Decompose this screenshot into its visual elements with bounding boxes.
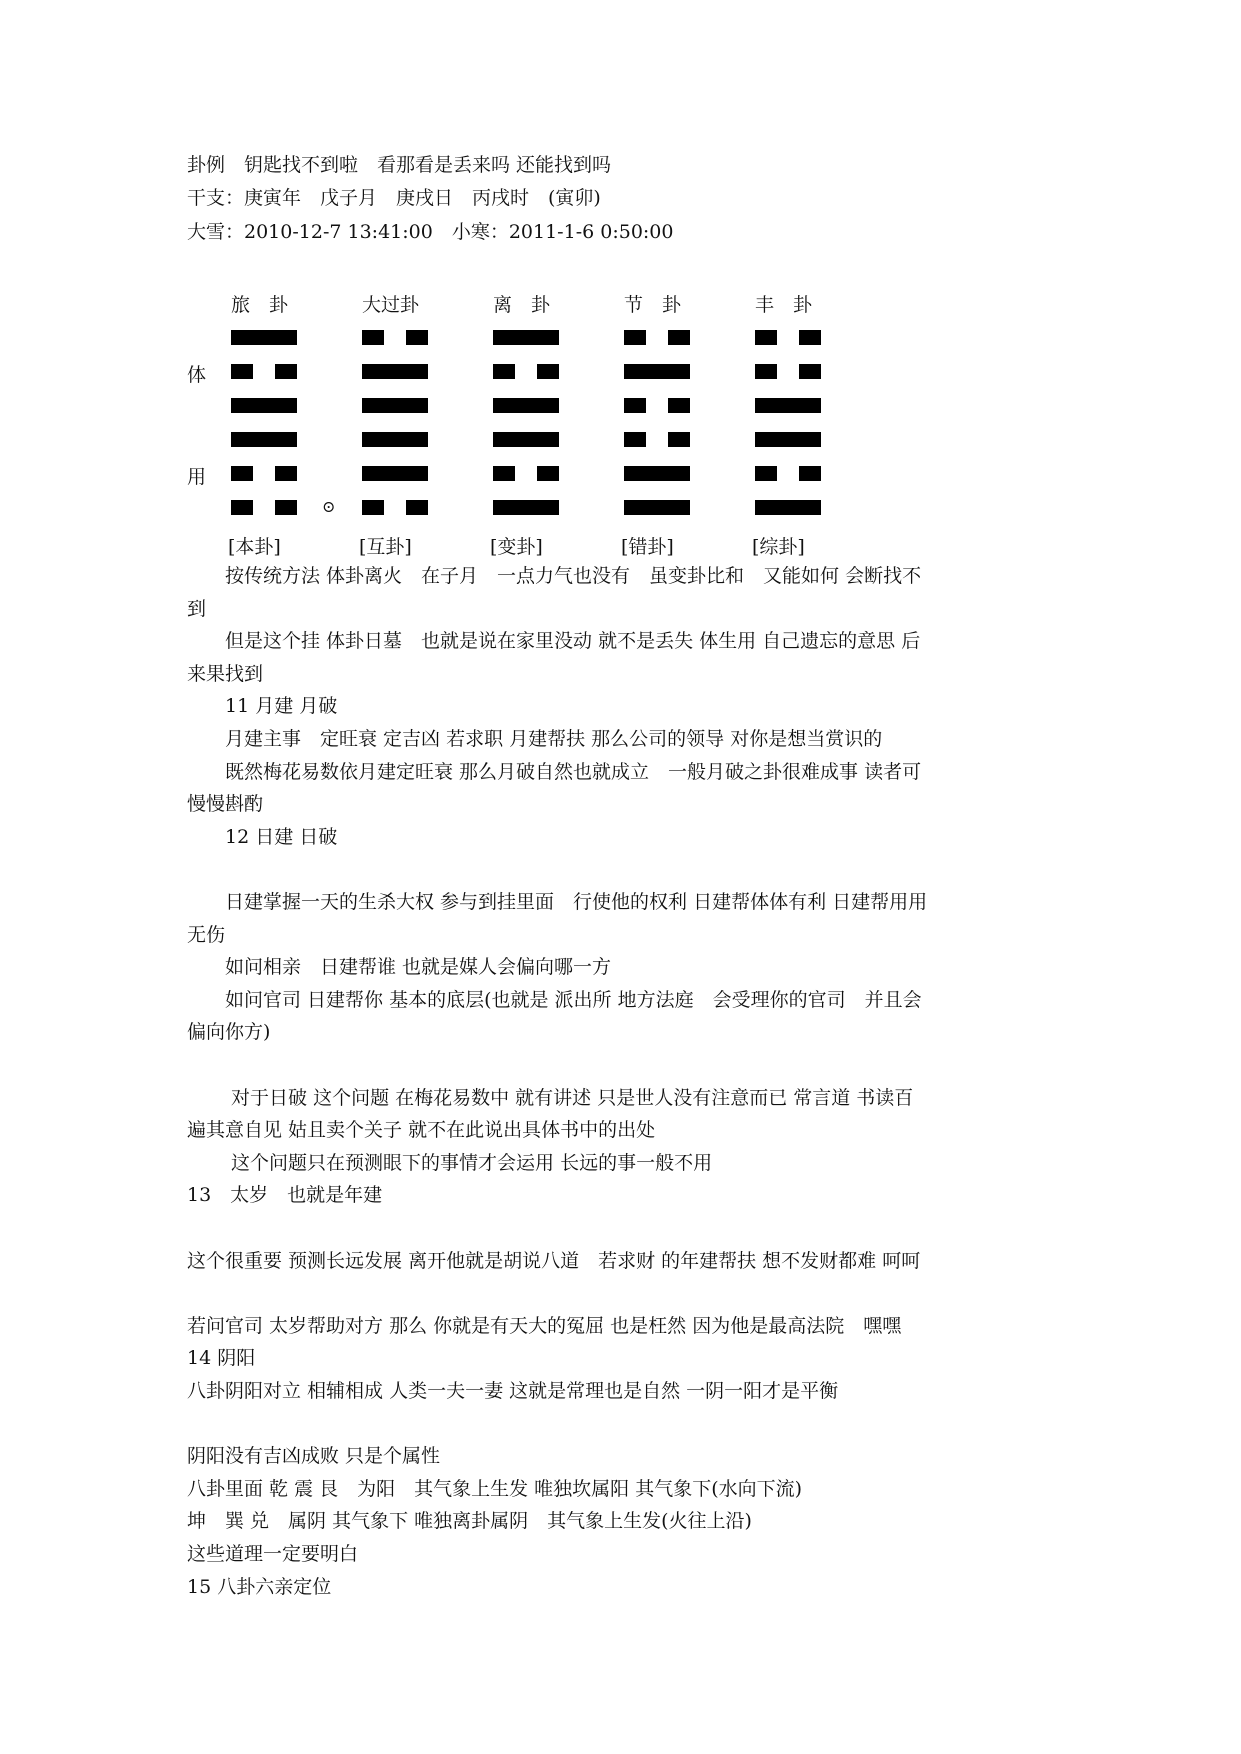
header-line-2: 干支：庚寅年 戊子月 庚戌日 丙戌时 (寅卯) — [187, 187, 601, 209]
yin-line — [755, 466, 821, 481]
body-line: 坤 巽 兑 属阴 其气象下 唯独离卦属阴 其气象上生发(火往上沿) — [187, 1510, 752, 1532]
body-line: 对于日破 这个问题 在梅花易数中 就有讲述 只是世人没有注意而已 常言道 书读百 — [187, 1087, 914, 1109]
yin-line — [362, 500, 428, 515]
hexagram-role-label: [本卦] — [228, 536, 281, 558]
hexagram-lines — [624, 330, 690, 534]
body-line: 按传统方法 体卦离火 在子月 一点力气也没有 虽变卦比和 又能如何 会断找不 — [187, 565, 922, 587]
yang-line — [624, 500, 690, 515]
body-line: 11 月建 月破 — [187, 695, 338, 717]
header-line-3: 大雪：2010-12-7 13:41:00 小寒：2011-1-6 0:50:00 — [187, 221, 674, 243]
yang-line — [755, 500, 821, 515]
yin-line — [624, 330, 690, 345]
yang-line — [231, 330, 297, 345]
body-line: 这个很重要 预测长远发展 离开他就是胡说八道 若求财 的年建帮扶 想不发财都难 呵呵 — [187, 1250, 921, 1272]
hexagram-lines — [755, 330, 821, 534]
body-line: 偏向你方) — [187, 1021, 271, 1043]
yang-line — [493, 330, 559, 345]
yang-line — [755, 398, 821, 413]
yang-line — [624, 364, 690, 379]
yin-line — [493, 364, 559, 379]
moving-line-marker: ⊙ — [322, 497, 336, 516]
body-line: 14 阴阳 — [187, 1347, 256, 1369]
yang-line — [624, 466, 690, 481]
body-line: 八卦阴阳对立 相辅相成 人类一夫一妻 这就是常理也是自然 一阴一阳才是平衡 — [187, 1380, 839, 1402]
body-line: 12 日建 日破 — [187, 826, 338, 848]
yin-line — [362, 330, 428, 345]
yin-line — [231, 364, 297, 379]
body-line: 到 — [187, 598, 207, 620]
yin-line — [755, 330, 821, 345]
body-line: 若问官司 太岁帮助对方 那么 你就是有天大的冤屈 也是枉然 因为他是最高法院 嘿嘿 — [187, 1315, 902, 1337]
hexagram-name: 旅 卦 — [231, 294, 289, 316]
body-line: 八卦里面 乾 震 艮 为阳 其气象上生发 唯独坎属阳 其气象下(水向下流) — [187, 1478, 803, 1500]
hexagram-role-label: [互卦] — [359, 536, 412, 558]
hexagram-role-label: [综卦] — [752, 536, 805, 558]
hexagram-name: 离 卦 — [493, 294, 551, 316]
hexagram-lines — [493, 330, 559, 534]
yang-line — [493, 500, 559, 515]
yang-line — [755, 432, 821, 447]
yang-line — [362, 364, 428, 379]
yong-label: 用 — [187, 466, 207, 488]
hexagram-lines — [231, 330, 297, 534]
body-line: 如问相亲 日建帮谁 也就是媒人会偏向哪一方 — [187, 956, 612, 978]
body-line: 如问官司 日建帮你 基本的底层(也就是 派出所 地方法庭 会受理你的官司 并且会 — [187, 989, 922, 1011]
yang-line — [231, 432, 297, 447]
yin-line — [755, 364, 821, 379]
yin-line — [624, 398, 690, 413]
yang-line — [362, 398, 428, 413]
hexagram-name: 丰 卦 — [755, 294, 813, 316]
yang-line — [493, 398, 559, 413]
body-line: 无伤 — [187, 924, 226, 946]
yin-line — [624, 432, 690, 447]
body-line: 15 八卦六亲定位 — [187, 1576, 332, 1598]
body-line: 这个问题只在预测眼下的事情才会运用 长远的事一般不用 — [187, 1152, 713, 1174]
hexagram-role-label: [变卦] — [490, 536, 543, 558]
body-line: 13 太岁 也就是年建 — [187, 1184, 383, 1206]
hexagram-name: 大过卦 — [362, 294, 420, 316]
header-line-1: 卦例 钥匙找不到啦 看那看是丢来吗 还能找到吗 — [187, 154, 612, 176]
yin-line — [231, 500, 297, 515]
yin-line — [493, 466, 559, 481]
yang-line — [362, 466, 428, 481]
body-line: 遍其意自见 姑且卖个关子 就不在此说出具体书中的出处 — [187, 1119, 656, 1141]
yang-line — [231, 398, 297, 413]
body-line: 月建主事 定旺衰 定吉凶 若求职 月建帮扶 那么公司的领导 对你是想当赏识的 — [187, 728, 883, 750]
hexagram-lines — [362, 330, 428, 534]
body-line: 慢慢斟酌 — [187, 793, 264, 815]
yang-line — [362, 432, 428, 447]
yin-line — [231, 466, 297, 481]
hexagram-role-label: [错卦] — [621, 536, 674, 558]
yang-line — [493, 432, 559, 447]
ti-label: 体 — [187, 364, 207, 386]
hexagram-name: 节 卦 — [624, 294, 682, 316]
body-line: 日建掌握一天的生杀大权 参与到挂里面 行使他的权利 日建帮体体有利 日建帮用用 — [187, 891, 928, 913]
body-line: 但是这个挂 体卦日墓 也就是说在家里没动 就不是丢失 体生用 自己遗忘的意思 后 — [187, 630, 921, 652]
body-line: 来果找到 — [187, 663, 264, 685]
body-line: 这些道理一定要明白 — [187, 1543, 359, 1565]
body-line: 阴阳没有吉凶成败 只是个属性 — [187, 1445, 441, 1467]
body-line: 既然梅花易数依月建定旺衰 那么月破自然也就成立 一般月破之卦很难成事 读者可 — [187, 761, 922, 783]
